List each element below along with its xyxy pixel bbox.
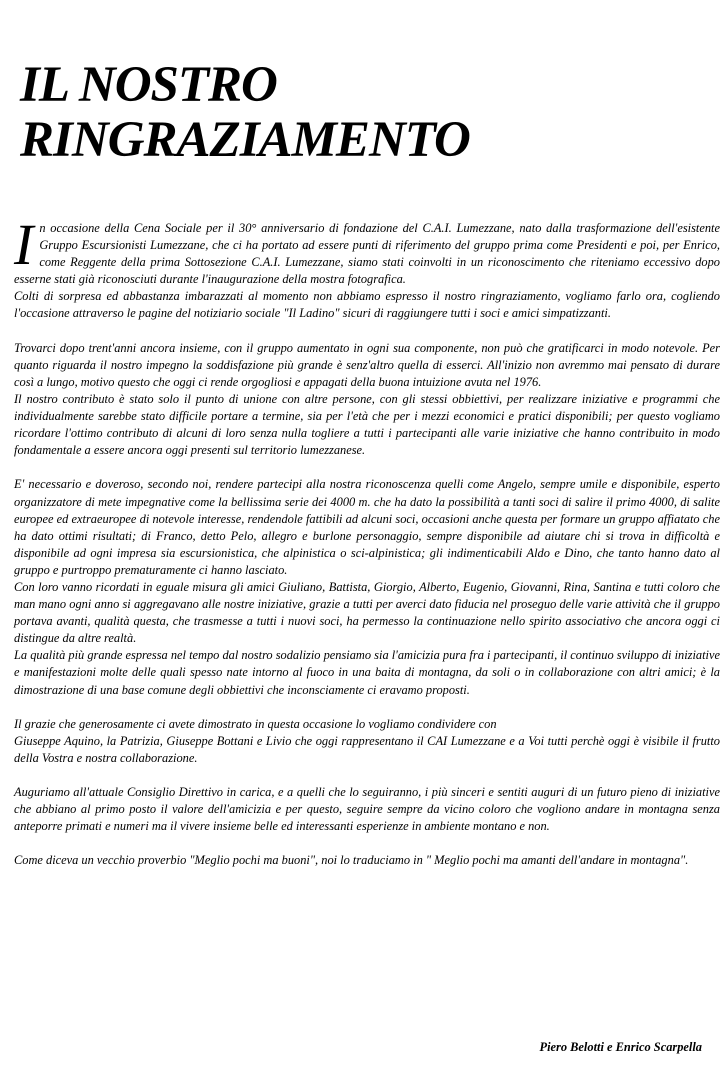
- paragraph: Auguriamo all'attuale Consiglio Direttivo in carica, e a quelli che lo seguiranno, i più sinceri e sentiti auguri di un futuro pieno di iniziative che abbiano al primo posto il valore dell'amicizia e per questo, seguire sempre da vicino coloro che vogliono andare in montagna senza anteporre primati e numeri ma il vivere insieme belle ed interessanti esperienze in ambiente montano e non.: [14, 785, 720, 834]
- drop-cap: I: [14, 212, 34, 277]
- paragraph: Giuseppe Aquino, la Patrizia, Giuseppe Bottani e Livio che oggi rappresentano il CAI Lumezzane e a Voi tutti perchè oggi è visibile il frutto della Vostra e nostra collaborazione.: [14, 733, 720, 765]
- paragraph: Colti di sorpresa ed abbastanza imbarazzati al momento non abbiamo espresso il nostro ringraziamento, vogliamo farlo ora, cogliendo l'occasione attraverso le pagine del notiziario sociale "Il Ladino" sicuri di raggiungere tutti i soci e amici simpatizzanti.: [14, 289, 720, 321]
- paragraph: E' necessario e doveroso, secondo noi, rendere partecipi alla nostra riconoscenza quelli come Angelo, sempre umile e disponibile, esperto organizzatore di mete impegnative come la bellissima serie dei 4000 m. che ha dato la possibilità a tanti soci di salire il primo 4000, di salite europee ed extraeuropee di notevole interesse, rendendole fattibili ad alcuni soci, occasioni anche questa per formare un gruppo affiatato che ha dato ottimi risultati; di Franco, detto Pelo, allegro e burlone personaggio, sempre disponibile ad aiutare chi si trova in difficoltà e disponibile ad ogni impresa sia escursionistica, che alpinistica o sci-alpinistica; gli indimenticabili Aldo e Dino, che tanto hanno dato al gruppo e purtroppo prematuramente ci hanno lasciato.: [14, 477, 720, 577]
- signature: Piero Belotti e Enrico Scarpella: [539, 1040, 702, 1054]
- paragraph: Il grazie che generosamente ci avete dimostrato in questa occasione lo vogliamo condividere con: [14, 716, 497, 731]
- title-line-1: IL NOSTRO: [20, 57, 277, 113]
- paragraph: La qualità più grande espressa nel tempo dal nostro sodalizio pensiamo sia l'amicizia pura fra i partecipanti, il continuo sviluppo di iniziative e manifestazioni molte delle quali spesso nate intorno al fuoco in una baita di montagna, da soli o in collaborazione con altri amici; è la dimostrazione di una base comune degli obbiettivi che inconsciamente ci eravamo proposti.: [14, 648, 720, 697]
- paragraph: Con loro vanno ricordati in eguale misura gli amici Giuliano, Battista, Giorgio, Alberto, Eugenio, Giovanni, Rina, Santina e tutti coloro che man mano ogni anno si aggregavano alle nostre iniziative, grazie a tutti per averci dato fiducia nel proseguo delle varie attività che il gruppo portava avanti, qualità questa, che trasmesse a tutti i nuovi soci, ha permesso la continuazione nello spirito associativo che ancora oggi ci distingue da altre realtà.: [14, 579, 720, 646]
- article-body: [14, 212, 720, 870]
- paragraph: Trovarci dopo trent'anni ancora insieme, con il gruppo aumentato in ogni sua componente, non può che gratificarci in modo notevole. Per quanto riguarda il nostro impegno la soddisfazione più grande è senz'altro quella di esserci. All'inizio non avremmo mai pensato di durare così a lungo, motivo questo che oggi ci rende orgogliosi e appagati della buona intuizione avuta nel 1976.: [14, 340, 720, 389]
- paragraph: Il nostro contributo è stato solo il punto di unione con altre persone, con gli stessi obbiettivi, per realizzare iniziative e programmi che individualmente sarebbe stato difficile portare a termine, sia per l'età che per i mezzi economici e pratici disponibili; per questo vogliamo ricordare l'ottimo contributo di alcuni di loro senza nulla togliere a tutti i partecipanti alle varie iniziative che hanno contribuito in modo fondamentale a essere ancora oggi presenti sul territorio lumezzanese.: [14, 391, 720, 458]
- title-line-2: RINGRAZIAMENTO: [20, 112, 470, 168]
- page-title: [20, 58, 470, 168]
- paragraph-intro-text: n occasione della Cena Sociale per il 30° anniversario di fondazione del C.A.I. Lumezzane, nato dalla trasformazione dell'esistente Gruppo Escursionisti Lumezzane, che ci ha portato ad essere punti di riferimento del gruppo prima come Presidenti e poi, per Enrico, come Reggente della prima Sottosezione C.A.I. Lumezzane, siamo stati coinvolti in un riconoscimento che riteniamo eccessivo dopo esserne stati già riconosciuti durante l'inaugurazione della mostra fotografica.: [14, 221, 720, 287]
- paragraph-intro: [14, 212, 720, 288]
- paragraph: Come diceva un vecchio proverbio "Meglio pochi ma buoni", noi lo traduciamo in " Meglio pochi ma amanti dell'andare in montagna".: [14, 853, 689, 868]
